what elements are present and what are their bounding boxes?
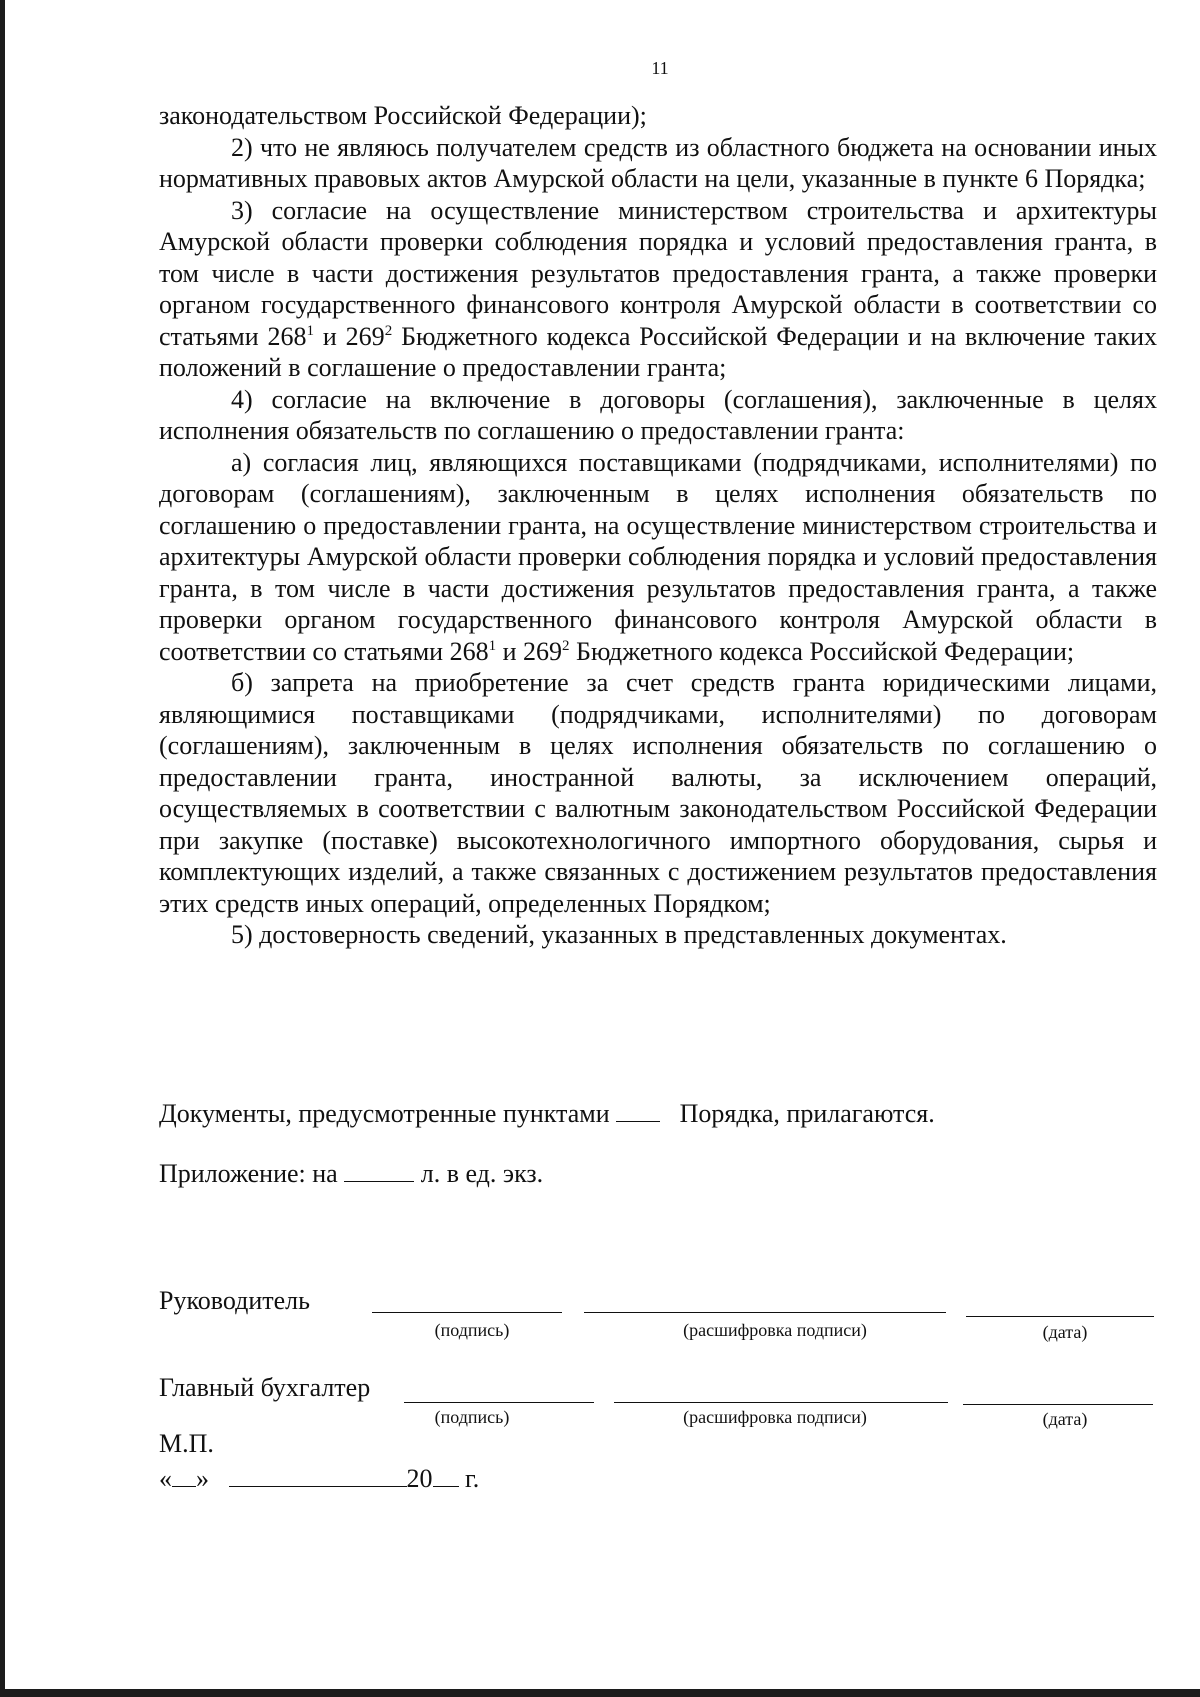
paragraph-item-3-text-a: 3) согласие на осуществление министерством строительства и архитектуры Амурской области проверки соблюдения порядка и условий предоставления гранта, в том числе в части достижения результатов предоставления гранта, а также проверки органом государственного финансового контроля Амурской области в соответствии со статьями 268 — [159, 195, 1157, 351]
date-line — [159, 1462, 479, 1494]
superscript: 1 — [488, 637, 497, 654]
year-blank-field[interactable] — [433, 1462, 459, 1487]
head-transcript-line[interactable] — [584, 1312, 946, 1313]
page-number: 11 — [651, 58, 669, 78]
accountant-signature-line[interactable] — [404, 1402, 594, 1403]
year-suffix: г. — [465, 1464, 480, 1493]
documents-attached-line — [159, 1097, 935, 1129]
accountant-date-line[interactable] — [963, 1404, 1153, 1405]
date-open-quote: « — [159, 1464, 172, 1493]
head-date-caption: (дата) — [1042, 1322, 1088, 1342]
head-label: Руководитель — [159, 1286, 310, 1315]
paragraph-item-3-text-b: и 269 — [314, 321, 385, 351]
accountant-date-caption: (дата) — [1042, 1409, 1088, 1429]
attachment-label: Приложение: на — [159, 1159, 338, 1188]
paragraph-item-4a — [159, 447, 1157, 668]
superscript: 2 — [384, 322, 393, 339]
head-date-line[interactable] — [966, 1316, 1154, 1317]
paragraph-item-4: 4) согласие на включение в договоры (соглашения), заключенные в целях исполнения обязательств по соглашению о предоставлении гранта: — [159, 384, 1157, 445]
accountant-signature-caption: (подпись) — [434, 1407, 510, 1427]
paragraph-item-2: 2) что не являюсь получателем средств из областного бюджета на основании иных нормативных правовых актов Амурской области на цели, указанные в пункте 6 Порядка; — [159, 132, 1157, 193]
accountant-transcript-caption: (расшифровка подписи) — [683, 1407, 867, 1427]
paragraph-item-5: 5) достоверность сведений, указанных в представленных документах. — [231, 920, 1007, 949]
paragraph-item-3 — [159, 195, 1157, 384]
head-signature-caption: (подпись) — [434, 1320, 510, 1340]
accountant-transcript-line[interactable] — [614, 1402, 948, 1403]
paragraph-item-4b: б) запрета на приобретение за счет средств гранта юридическими лицами, являющимися поставщиками (подрядчиками, исполнителями) по договорам (соглашениям), заключенным в целях исполнения обязательств по соглашению о предоставлении гранта, иностранной валюты, за исключением операций, осуществляемых в соответствии с валютным законодательством Российской Федерации при закупке (поставке) высокотехнологичного импортного оборудования, сырья и комплектующих изделий, а также связанных с достижением результатов предоставления этих средств иных операций, определенных Порядком; — [159, 668, 1157, 918]
scan-border-bottom — [0, 1689, 1200, 1697]
attachment-line — [159, 1157, 543, 1189]
points-blank-field[interactable] — [616, 1097, 660, 1122]
paragraph-continuation: законодательством Российской Федерации); — [159, 101, 647, 130]
scan-border-left — [0, 0, 5, 1697]
accountant-label: Главный бухгалтер — [159, 1373, 371, 1402]
paragraph-item-3-text-c: Бюджетного кодекса Российской Федерации и на включение таких положений в соглашение о предоставлении гранта; — [159, 321, 1157, 382]
day-blank-field[interactable] — [172, 1462, 196, 1487]
stamp-mark: М.П. — [159, 1429, 214, 1458]
paragraph-item-4a-text-a: а) согласия лиц, являющихся поставщиками (подрядчиками, исполнителями) по договорам (соглашениям), заключенным в целях исполнения обязательств по соглашению о предоставлении гранта, на осуществление министерством строительства и архитектуры Амурской области проверки соблюдения порядка и условий предоставления гранта, в том числе в части достижения результатов предоставления гранта, а также проверки органом государственного финансового контроля Амурской области в соответствии со статьями 268 — [159, 447, 1157, 666]
paragraph-item-4a-text-c: Бюджетного кодекса Российской Федерации; — [569, 636, 1075, 666]
document-body — [159, 100, 1157, 951]
paragraph-item-4a-text-b: и 269 — [496, 636, 563, 666]
superscript: 2 — [562, 637, 570, 654]
superscript: 1 — [306, 322, 315, 339]
documents-attached-text: Документы, предусмотренные пунктами — [159, 1099, 610, 1128]
month-blank-field[interactable] — [229, 1462, 407, 1487]
head-transcript-caption: (расшифровка подписи) — [683, 1320, 867, 1340]
head-signature-line[interactable] — [372, 1312, 562, 1313]
documents-attached-suffix: Порядка, прилагаются. — [679, 1099, 935, 1128]
year-prefix: 20 — [406, 1464, 433, 1493]
sheets-count-blank-field[interactable] — [344, 1157, 414, 1182]
date-close-quote: » — [196, 1464, 209, 1493]
attachment-suffix: л. в ед. экз. — [420, 1159, 544, 1188]
